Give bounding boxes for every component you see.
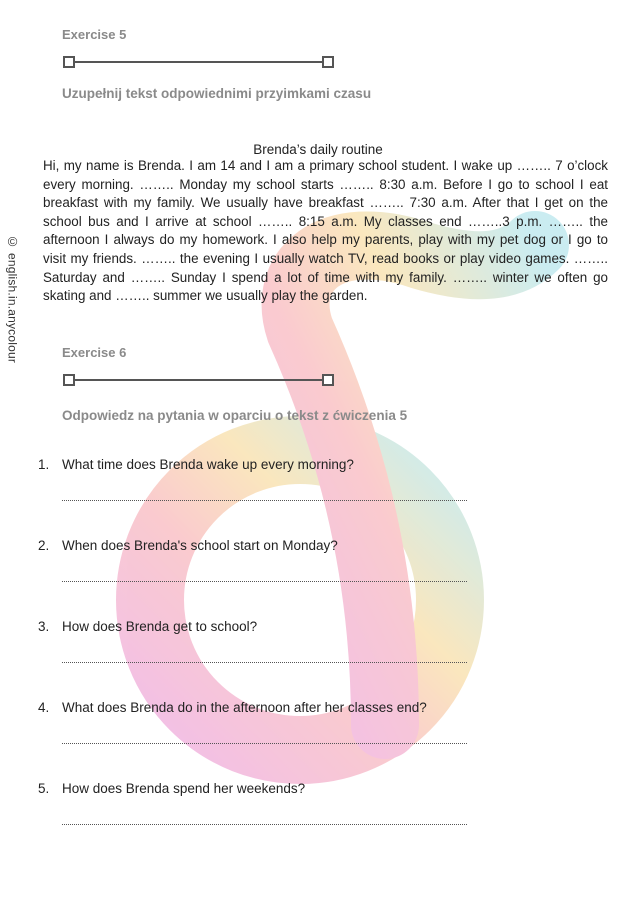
question-text: How does Brenda get to school? (62, 619, 258, 634)
copyright-icon: © (5, 234, 20, 250)
question-text: When does Brenda's school start on Monday? (62, 538, 338, 553)
question-number: 1. (38, 457, 50, 472)
answer-line-1[interactable] (62, 500, 467, 501)
question-1 (38, 457, 354, 472)
answer-line-3[interactable] (62, 662, 467, 663)
reading-title: Brenda’s daily routine (253, 142, 383, 157)
exercise6-divider (63, 374, 334, 386)
question-number: 2. (38, 538, 50, 553)
exercise5-instruction: Uzupełnij tekst odpowiednimi przyimkami czasu (62, 86, 372, 101)
answer-line-4[interactable] (62, 743, 467, 744)
question-text: How does Brenda spend her weekends? (62, 781, 306, 796)
question-4 (38, 700, 427, 715)
exercise5-divider (63, 56, 334, 68)
question-text: What time does Brenda wake up every morning? (62, 457, 354, 472)
exercise5-title: Exercise 5 (62, 27, 127, 42)
answer-line-5[interactable] (62, 824, 467, 825)
exercise6-instruction: Odpowiedz na pytania w oparciu o tekst z ćwiczenia 5 (62, 408, 408, 423)
side-credit (5, 234, 20, 363)
credit-text: english.in.anycolour (5, 253, 20, 364)
exercise6-title: Exercise 6 (62, 345, 127, 360)
reading-text: Hi, my name is Brenda. I am 14 and I am a primary school student. I wake up …….. 7 o’clock every morning. …….. Monday my school starts …….. 8:30 a.m. Before I go to school I eat breakfast with my family. We usually have breakfast …….. 7:30 a.m. After that I get on the school bus and I arrive at school …….. 8:15 a.m. My classes end ……..3 p.m. …….. the afternoon I always do my homework. I also help my parents, play with my pet dog or I go to visit my friends. …….. the evening I usually watch TV, read books or play video games. …….. Saturday and …….. Sunday I spend a lot of time with my family. …….. winter we often go skating and …….. summer we usually play the garden. (43, 158, 608, 304)
question-text: What does Brenda do in the afternoon after her classes end? (62, 700, 427, 715)
question-number: 5. (38, 781, 50, 796)
question-3 (38, 619, 257, 634)
question-number: 4. (38, 700, 50, 715)
answer-line-2[interactable] (62, 581, 467, 582)
question-number: 3. (38, 619, 50, 634)
question-2 (38, 538, 338, 553)
question-5 (38, 781, 305, 796)
